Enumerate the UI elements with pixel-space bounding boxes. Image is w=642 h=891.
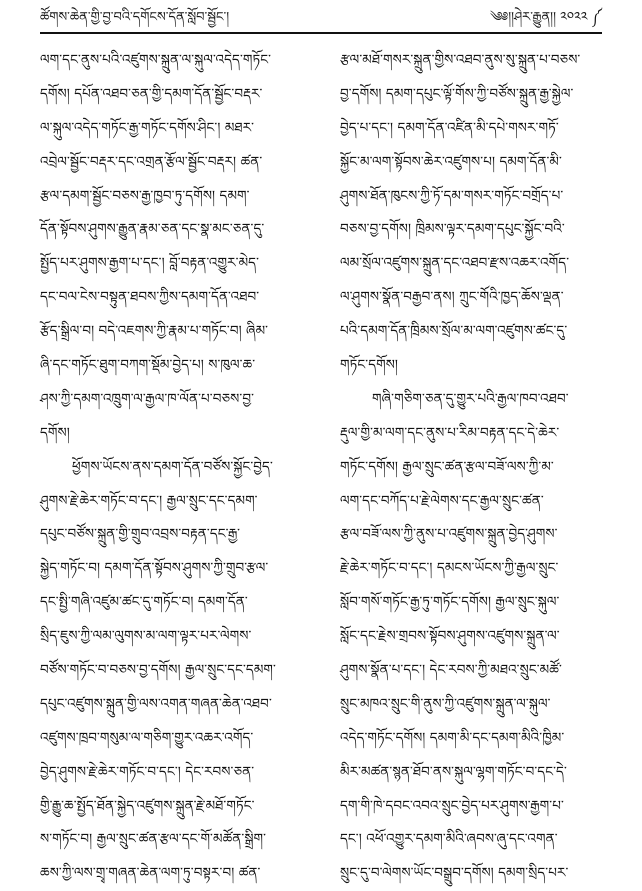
text-line: དང་། འཕོ་འགྱུར་དམག་མིའི་ཞབས་ཞུ་དང་འགན་ — [340, 831, 558, 848]
left-text-column — [40, 44, 302, 882]
text-line: ཤུགས་རྗེ་ཆེར་གཏོང་བ་དང་། རྒྱལ་སྲུང་དང་དམག་ — [40, 492, 258, 509]
text-line: དགོས། དཔོན་འཐབ་ཅན་གྱི་དམག་དོན་སྦྱོང་བརྡར་ — [40, 85, 263, 102]
text-line: རྩོད་སྒྲིལ་བ། བདེ་འཇགས་ཀྱི་རྣམ་པ་གཏོང་བ། ཞིམ་ — [40, 323, 269, 340]
text-line: བཅས་བྱ་དགོས། ཁྲིམས་ལྟར་དམག་དཔུང་སྐྱོང་བའི་ — [340, 221, 565, 238]
text-line: དཔུང་འཛུགས་སྐྲུན་གྱི་ལས་འགན་གཞན་ཆེན་འཐབ་ — [40, 695, 272, 712]
text-line: གཏོང་དགོས། རྒྱལ་སྲུང་ཚན་རྩལ་བཟོ་ལས་ཀྱི་མ་ — [340, 458, 554, 475]
header-page-number: ༄༅།།ཤེར་རྒྱུན།། ༢༠༢༢ ༼ — [490, 9, 602, 25]
text-line: ལག་དང་བཀོད་པ་རྗེ་ལེགས་དང་རྒྱལ་སྲུང་ཚན་ — [340, 492, 544, 509]
text-line: གཏོང་དགོས། — [340, 357, 399, 374]
text-line: སྤྱོད་པར་ཤུགས་རྒྱག་པ་དང་། བློ་བརྟན་འགྱུར་མེད་ — [40, 255, 260, 272]
text-line: དཔུང་བཙོས་སྐྲུན་གྱི་གྲུབ་འབྲས་བརྟན་དང་རྒྱ་ — [40, 526, 241, 543]
text-line: ལ་སྐུལ་འདེད་གཏོང་རྒྱ་གཏོང་དགོས་ཤིང་། མཐར་ — [40, 119, 255, 136]
text-line: ཕྱོགས་ཡོངས་ནས་དམག་དོན་བཙོས་སྐྱོང་བྱེད་ — [72, 458, 273, 475]
text-line: སློང་དང་རྗེས་གྲབས་སྟོབས་ཤུགས་འཛུགས་སྐྲུན་ལ་ — [340, 628, 560, 645]
text-line: ཆས་ཀྱི་ལས་གྲྭ་གཞན་ཆེན་ལག་ཏུ་བསྟར་བ། ཚན་ — [40, 865, 261, 882]
text-line: འཛུགས་ཁྲབ་གསུམ་ལ་གཅིག་གྱུར་འཆར་འགོད་ — [40, 729, 254, 746]
text-line: འདེད་གཏོང་དགོས། དམག་མི་དང་དམག་མིའི་ཁྱིམ་ — [340, 729, 565, 746]
text-line: རྩལ་མཐོ་གསར་སྐྲུན་གྱིས་འཐབ་ནུས་སུ་སྐྲུན་པ་བཅས་ — [340, 52, 581, 68]
text-line: དང་སྤྱི་གཞི་འཛུམ་ཚང་དུ་གཏོང་བ། དམག་དོན་ — [40, 594, 248, 611]
text-line: བྱ་དགོས། དམག་དཔུང་ལྟོ་གོས་ཀྱི་བཙོས་སྐྲུན་རྒྱ་སྐྱེལ་ — [340, 85, 574, 102]
text-line: གཞི་གཅིག་ཅན་དུ་གྱུར་པའི་རྒྱལ་ཁབ་འཐབ་ — [372, 390, 569, 407]
text-line: ཤུགས་ཐོན་ཁུངས་ཀྱི་ཏོ་དམ་གསར་གཏོང་བགྲོད་པ་ — [340, 187, 564, 204]
text-line: རྩལ་བཟོ་ལས་ཀྱི་ནུས་པ་འཛུགས་སྐྲུན་བྱེད་ཤུགས་ — [340, 526, 558, 543]
text-line: ཤས་ཀྱི་དམག་འཁྲུག་ལ་རྒྱལ་ཁ་ལོན་པ་བཅས་བྱ་ — [40, 390, 255, 407]
text-line: མིར་མཚན་སྙན་ཐོབ་ནས་སྐུལ་ལྷག་གཏོང་བ་དང་དེ་ — [340, 763, 567, 780]
text-line: སྲུང་མཁའ་སྲུང་གི་ནུས་ཀྱི་འཛུགས་སྐྲུན་ལ་སྐུལ་ — [340, 695, 551, 712]
text-line: ལག་དང་ནུས་པའི་འཛུགས་སྐྲུན་ལ་སྐུལ་འདེད་གཏོང་ — [40, 52, 272, 68]
text-line: ཤུགས་སྣོན་པ་དང་། དེང་རབས་ཀྱི་མཐའ་སྲུང་མཚོ་ — [340, 662, 562, 679]
text-line: རྩལ་དམག་སྦྱོང་བཅས་རྒྱ་ཁྱབ་ཏུ་དགོས། དམག་ — [40, 187, 250, 204]
text-line: རྡུལ་གྱི་མ་ལག་དང་ནུས་པ་རིམ་བརྟན་དང་དེ་ཆེར་ — [340, 424, 560, 441]
text-line: བྱེད་པ་དང་། དམག་དོན་འཛིན་མི་དཔེ་གསར་གཏོ་ — [340, 119, 559, 136]
text-line: སྲིད་ཇུས་ཀྱི་ལམ་ལུགས་མ་ལག་ལྟར་པར་ལེགས་ — [40, 628, 252, 645]
text-line: དོན་སྟོབས་ཤུགས་རྒྱུན་རྣམ་ཅན་དང་སྣ་མང་ཅན་དུ་ — [40, 221, 265, 238]
text-line: དང་བལ་ངེས་བསྟུན་ཐབས་ཀྱིས་དམག་དོན་འཐབ་ — [40, 289, 260, 306]
running-header — [40, 8, 602, 34]
text-line: པའི་དམག་དོན་ཁྲིམས་སྲོལ་མ་ལག་འཛུགས་ཚང་དུ་ — [340, 323, 568, 340]
text-line: ས་གཏོང་བ། རྒྱལ་སྲུང་ཚན་རྩལ་དང་གོ་མཚོན་སྒྲིག་ — [40, 831, 267, 848]
text-line: གྱི་རྒྱུ་ཆ་སྤྱོད་ཐོན་སྐྱེད་འཛུགས་སྐྲུན་རྗེ་མཐོ་གཏོང་ — [40, 797, 255, 814]
text-line: བྱེད་ཤུགས་རྗེ་ཆེར་གཏོང་བ་དང་། དེང་རབས་ཅན་ — [40, 763, 255, 780]
text-line: འབྲེལ་སྦྱོང་བརྡར་དང་འགྲན་རྩོལ་སྦྱོང་བརྡར། ཚན་ — [40, 153, 263, 170]
text-line: རྗེ་ཆེར་གཏོང་བ་དང་། དམངས་ཡོངས་ཀྱི་རྒྱལ་སྲུང་ — [340, 560, 559, 577]
text-line: ལམ་སྲོལ་འཛུགས་སྐྲུན་དང་འཐབ་རྫས་འཆར་འགོད་ — [340, 255, 570, 272]
text-line: སྐྱོང་མ་ལག་སྟོབས་ཆེར་འཛུགས་པ། དམག་དོན་མི་ — [340, 153, 562, 170]
text-line: སློབ་གསོ་གཏོང་རྒྱ་ཏུ་གཏོང་དགོས། རྒྱལ་སྲུང་སྐུལ་ — [340, 594, 560, 611]
right-text-column — [340, 44, 602, 882]
header-title: ཚོགས་ཆེན་གྱི་བྱ་བའི་དགོངས་དོན་སློབ་སྦྱོང་། — [40, 9, 230, 25]
text-line: ཞི་དང་གཏོང་ཐུག་བཀག་སྡོམ་བྱེད་པ། ས་ཁུལ་ཆ་ — [40, 357, 256, 374]
text-line: སྲུང་དུ་བ་ལེགས་ཡོང་བསྒྲུབ་དགོས། དམག་སྲིད་པར་ — [340, 865, 569, 882]
text-line: དག་གི་ཁེ་དབང་འབའ་སྲུང་བྱེད་པར་ཤུགས་རྒྱག་པ་ — [340, 797, 564, 814]
text-line: སྐྱེད་གཏོང་བ། དམག་དོན་སྟོབས་ཤུགས་ཀྱི་གྲུབ་རྩལ་ — [40, 560, 269, 577]
text-line: དགོས། — [40, 424, 70, 441]
text-line: ལ་ཤུགས་སྣོན་བརྒྱབ་ནས། ཀྲུང་གོའི་ཁྱད་ཆོས་ལྡན་ — [340, 289, 564, 306]
text-line: བཙོས་གཏོང་བ་བཅས་བྱ་དགོས། རྒྱལ་སྲུང་དང་དམག་ — [40, 662, 276, 679]
